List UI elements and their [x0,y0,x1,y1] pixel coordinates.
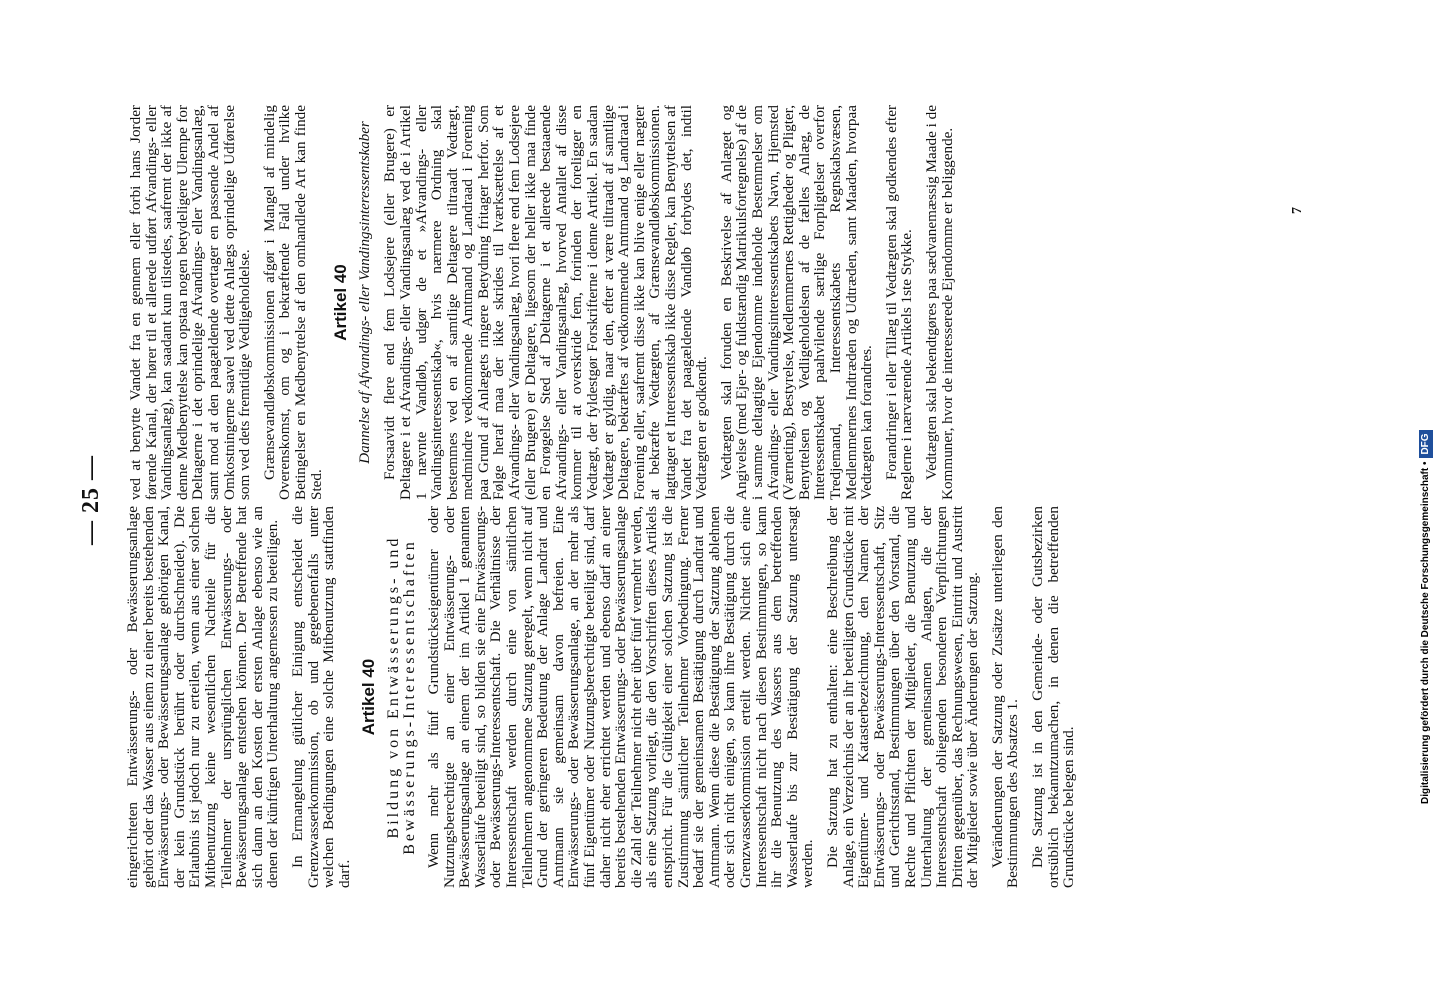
german-paragraph-3: Wenn mehr als fünf Grundstückseigentümer oder Nutzungsberechtigte an einer Entwässerungs- oder Bewässerungsanlage an einem der im Artikel 1 genannten Wasserläufe beteiligt sind, so bilden sie eine Entwässerungs- oder Bewässerungs-Interessentschaft. Die Verhältnisse der Interessentschaft werden durch eine von sämtlichen Teilnehmern angenommene Satzung geregelt, wenn nicht auf Grund der geringeren Bedeutung der Anlage Landrat und Amtmann sie gemeinsam davon befreien. Eine Entwässerungs- oder Bewässerungsanlage, an der mehr als fünf Eigentümer oder Nutzungsberechtigte beteiligt sind, darf daher nicht eher errichtet werden und ebenso darf an einer bereits bestehenden Entwässerungs- oder Bewässerungsanlage die Zahl der Teilnehmer nicht eher über fünf vermehrt werden, als eine Satzung vorliegt, die den Vorschriften dieses Artikels entspricht. Für die Gültigkeit einer solchen Satzung ist die Zustimmung sämtlicher Teilnehmer Vorbedingung. Ferner bedarf sie der gemeinsamen Bestätigung durch Landrat und Amtmann. Wenn diese die Bestätigung der Satzung ablehnen oder sich nicht einigen, so kann ihre Bestätigung durch die Grenzwasserkommission erteilt werden. Nichtet sich eine Interessentschaft nicht nach diesen Bestimmungen, so kann ihr die Benutzung des Wassers aus dem betreffenden Wasserlaufe bis zur Bestätigung der Satzung untersagt werden. [425,506,817,888]
danish-paragraph-6: Vedtægten skal bekendtgøres paa sædvanemæssig Maade i de Kommuner, hvor de interesserede Ejendomme er beliggende. [922,105,956,500]
german-paragraph-2: In Ermangelung gütlicher Einigung entscheidet die Grenzwasserkommission, ob und gegebenenfalls unter welchen Bedingungen eine solche Mitbenutzung stattfinden darf. [288,506,353,888]
danish-article-subhead: Dannelse af Afvandings- eller Vandingsinteressentskaber [356,121,373,464]
german-paragraph-5: Veränderungen der Satzung oder Zusätze unterliegen den Bestimmungen des Absatzes 1. [988,506,1022,888]
german-article-subhead: Bildung von Entwässerungs- und Bewässerungs-Interessentschaften [384,535,418,855]
danish-article-title: Artikel 40 [331,264,351,341]
page-number-header: — 25 — [78,455,104,545]
digitization-credit [1419,0,1434,1000]
signature-mark: 7 [1290,207,1305,214]
danish-paragraph-5: Forandringer i eller Tillæg til Vedtægten skal godkendes efter Reglerne i nærværende Artikels 1ste Stykke. [882,105,916,500]
german-column [125,506,1086,888]
danish-paragraph-1: ved at benytte Vandet fra en gennem eller forbi hans Jorder førende Kanal, der hører til et allerede udført Afvandings- eller Vandingsanlæg), kan saadant kun tilstedes, saafremt der ikke af denne Medbenyttelse kan opstaa nogen betydeligere Ulempe for Deltagerne i det oprindelige Afvandings- eller Vandingsanlæg, samt mod at den paagældende overtager en passende Andel af Omkostningerne saavel ved dette Anlægs oprindelige Udførelse som ved dets fremtidige Vedligeholdelse. [127,105,254,500]
danish-paragraph-2: Grænsevandløbskommissionen afgør i Mangel af mindelig Overenskomst, om og i bekræftende Fald under hvilke Betingelser en Medbenyttelse af den omhandlede Art kan finde Sted. [260,105,325,500]
dfg-logo-icon: DFG [1419,430,1433,457]
german-paragraph-4: Die Satzung hat zu enthalten: eine Beschreibung der Anlage, ein Verzeichnis der an ihr beteiligten Grundstücke mit Eigentümer- und Katasterbezeichnung, den Namen der Entwässerungs- oder Bewässerungs-Interessentschaft, Sitz und Gerichtsstand, Bestimmungen über den Vorstand, die Rechte und Pflichten der Mitglieder, die Benutzung und Unterhaltung der gemeinsamen Anlagen, die der Interessentschaft obliegenden besonderen Verpflichtungen Dritten gegenüber, das Rechnungswesen, Eintritt und Austritt der Mitglieder sowie über Änderungen der Satzung. [823,506,982,888]
danish-paragraph-3: Forsaavidt flere end fem Lodsejere (eller Brugere) er Deltagere i et Afvandings- eller Vandingsanlæg ved de i Artikel 1 nævnte Vandløb, udgør de et »Afvandings- eller Vandingsinteressentskab«, hvis nærmere Ordning skal bestemmes ved en af samtlige Deltagere tiltraadt Vedtægt, medmindre vedkommende Amtmand og Landraad i Forening paa Grund af Anlægets ringere Betydning fritager herfor. Som Følge heraf maa der ikke skrides til Iværksættelse af et Afvandings- eller Vandingsanlæg, hvori flere end fem Lodsejere (eller Brugere) er Deltagere, ligesom der heller ikke maa finde en Forøgelse Sted af Deltagerne i et allerede bestaaende Afvandings- eller Vandingsanlæg, hvorved Antallet af disse kommer til at overskride fem, forinden der foreligger en Vedtægt, der fyldestgør Forskrifterne i denne Artikel. En saadan Vedtægt er gyldig, naar den, efter at være tiltraadt af samtlige Deltagere, bekræftes af vedkommende Amtmand og Landraad i Forening eller, saafremt disse ikke kan blive enige eller nægter at bekræfte Vedtægten, af Grænsevandløbskommissionen. Iagttager et Interessentskab ikke disse Regler, kan Benyttelsen af Vandet fra det paagældende Vandløb forbydes det, indtil Vedtægten er godkendt. [381,105,711,500]
danish-column [128,105,964,500]
german-article-title: Artikel 40 [359,658,379,736]
german-paragraph-6: Die Satzung ist in den Gemeinde- oder Gutsbezirken ortsüblich bekanntzumachen, in denen die betreffenden Grundstücke belegen sind. [1029,506,1078,888]
danish-paragraph-4: Vedtægten skal foruden en Beskrivelse af Anlæget og Angivelse (med Ejer- og fuldstændig Matrikulsfortegnelse) af de i samme deltagtige Ejendomme indeholde Bestemmelser om Afvandings- eller Vandingsinteressentskabets Navn, Hjemsted (Værneting), Bestyrelse, Medlemmernes Rettigheder og Pligter, Benyttelsen og Vedligeholdelsen af de fælles Anlæg, de Interessentskabet paahvilende særlige Forpligtelser overfor Tredjemand, Interessentskabets Regnskabsvæsen, Medlemmernes Indtræden og Udtræden, samt Maaden, hvorpaa Vedtægten kan forandres. [717,105,876,500]
credit-text: Digitalisierung gefördert durch die Deutsche Forschungsgemeinschaft • [1420,461,1431,804]
german-paragraph-1: eingerichteten Entwässerungs- oder Bewässerungsanlage gehört oder das Wasser aus einem zu einer bereits bestehenden Entwässerungs- oder Bewässerungsanlage gehörigen Kanal, der kein Grundstück berührt oder durchschneidet). Die Erlaubnis ist jedoch nur zu erteilen, wenn aus einer solchen Mitbenutzung keine wesentlichen Nachteile für die Teilnehmer der ursprünglichen Entwässerungs- oder Bewässerungsanlage entstehen können. Der Betreffende hat sich dann an den Kosten der ersten Anlage ebenso wie an denen der künftigen Unterhaltung angemessen zu beteiligen. [124,506,282,888]
